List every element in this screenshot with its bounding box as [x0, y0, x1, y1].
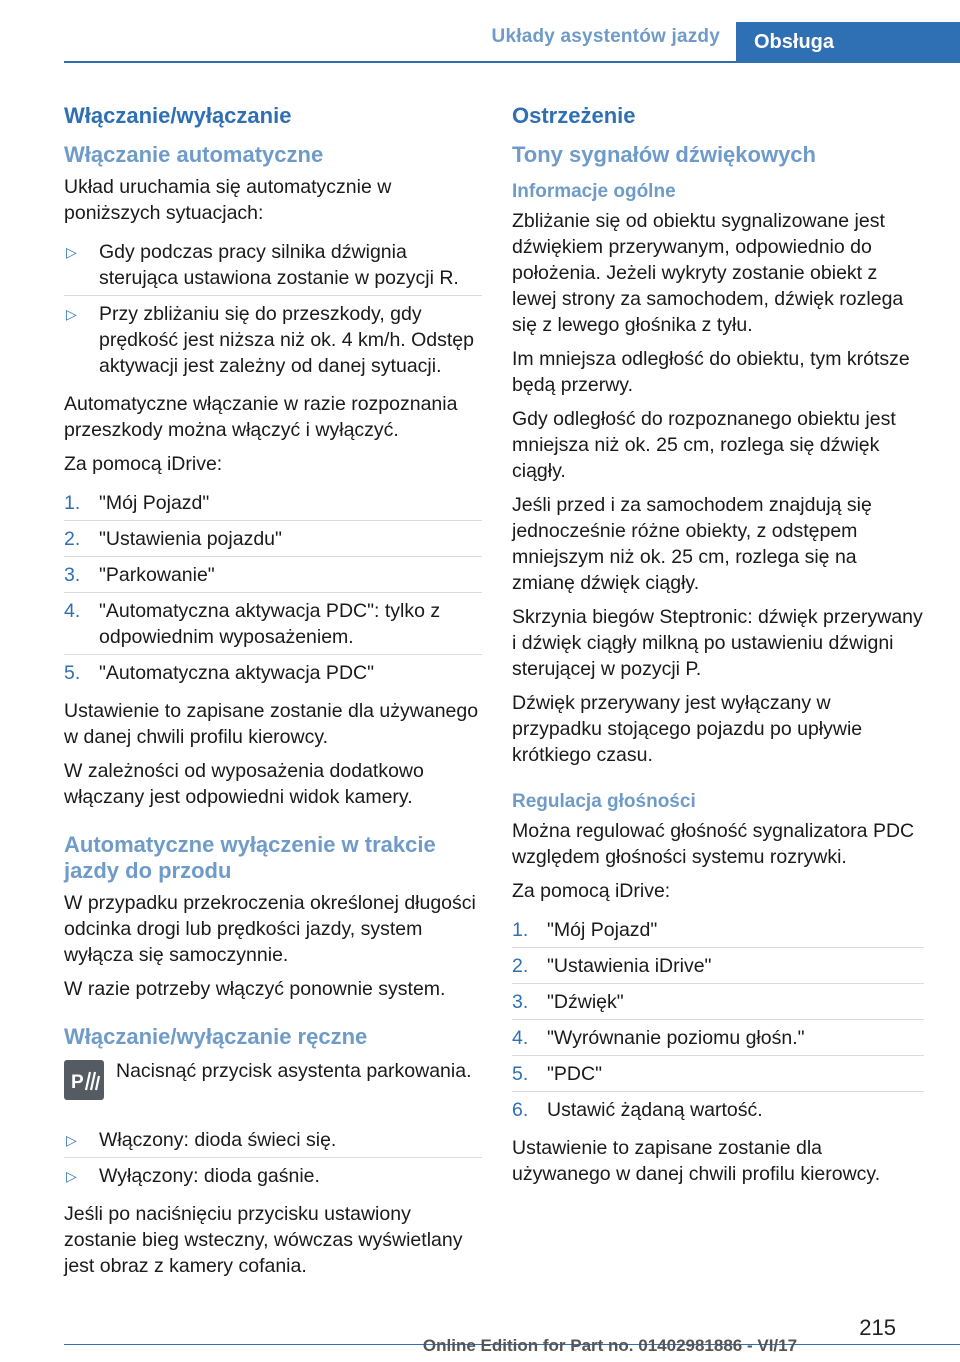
parking-assistant-button-icon: [64, 1060, 104, 1100]
list-item: ▷ Włączony: dioda świeci się.: [66, 1129, 337, 1151]
paragraph: Ustawienie to zapisane zostanie dla używanego w danej chwili profilu kierowcy.: [64, 700, 479, 748]
paragraph: Zbliżanie się od obiektu sygnalizowane jest dźwiękiem przerywanym, odpowiednio do położenia. Jeżeli wykryty zostanie obiekt z lewej strony za samochodem, dźwięk rozlega się z lewego głośnika z tyłu.: [512, 210, 904, 336]
button-instruction: [64, 1058, 482, 1110]
list-item: ▷ Gdy podczas pracy silnika dźwignia sterująca ustawiona zostanie w pozycji R.: [66, 241, 459, 289]
heading-auto-on: Włączanie automatyczne: [64, 142, 324, 167]
list-item: ▷ Wyłączony: dioda gaśnie.: [64, 1157, 482, 1193]
running-header-section: Układy asystentów jazdy: [491, 26, 720, 47]
list-item: 6. Ustawić żądaną wartość.: [512, 1091, 924, 1127]
triangle-right-icon: ▷: [66, 1132, 77, 1148]
paragraph: Skrzynia biegów Steptronic: dźwięk przerywany i dźwięk ciągły milkną po ustawieniu dźwigni sterującej w pozycji P.: [512, 606, 923, 680]
paragraph: Za pomocą iDrive:: [64, 453, 223, 475]
steps-list-auto-on: [64, 485, 482, 690]
heading-general-info: Informacje ogólne: [512, 181, 676, 202]
triangle-right-icon: ▷: [66, 244, 77, 260]
list-item: 4. "Wyrównanie poziomu głośn.": [512, 1019, 924, 1055]
triangle-right-icon: ▷: [66, 306, 77, 322]
page-number: 215: [859, 1315, 896, 1340]
heading-volume: Regulacja głośności: [512, 791, 696, 812]
triangle-right-icon: ▷: [66, 1168, 77, 1184]
heading-auto-off: Automatyczne wyłączenie w trakcie jazdy do przodu: [64, 832, 436, 883]
heading-manual: Włączanie/wyłączanie ręczne: [64, 1024, 368, 1049]
list-item: 5. "Automatyczna aktywacja PDC": [64, 654, 482, 690]
list-item: ▷ Przy zbliżaniu się do przeszkody, gdy prędkość jest niższa niż ok. 4 km/h. Odstęp aktywacji jest zależny od danej sytuacji.: [64, 295, 482, 383]
steps-list-volume: [512, 912, 924, 1127]
paragraph: Automatyczne włączanie w razie rozpoznania przeszkody można włączyć i wyłączyć.: [64, 393, 458, 441]
list-item: 3. "Parkowanie": [64, 556, 482, 592]
paragraph: W przypadku przekroczenia określonej długości odcinka drogi lub prędkości jazdy, system wyłącza się samoczynnie.: [64, 892, 476, 966]
paragraph: Ustawienie to zapisane zostanie dla używanego w danej chwili profilu kierowcy.: [512, 1137, 881, 1185]
paragraph: Jeśli po naciśnięciu przycisku ustawiony zostanie bieg wsteczny, wówczas wyświetlany jest obraz z kamery cofania.: [64, 1203, 463, 1277]
list-item: 1. "Mój Pojazd": [64, 492, 210, 514]
list-item: 1. "Mój Pojazd": [512, 919, 658, 941]
paragraph: Jeśli przed i za samochodem znajdują się jednocześnie różne obiekty, z odstępem mniejszym niż ok. 25 cm, rozlega się na zmianę dźwięk ciągły.: [512, 494, 872, 594]
list-item: 5. "PDC": [512, 1055, 924, 1091]
right-column: [512, 98, 924, 1195]
list-item: 2. "Ustawienia iDrive": [512, 947, 924, 983]
paragraph: Dźwięk przerywany jest wyłączany w przypadku stojącego pojazdu po upływie krótkiego czasu.: [512, 692, 863, 766]
edition-footer: Online Edition for Part no. 01402981886 - VI/17: [422, 1336, 798, 1355]
paragraph: Można regulować głośność sygnalizatora PDC względem głośności systemu rozrywki.: [512, 820, 915, 868]
left-column: [64, 98, 482, 1287]
paragraph: W zależności od wyposażenia dodatkowo włączany jest odpowiedni widok kamery.: [64, 760, 424, 808]
bullet-list-auto-on: [64, 234, 482, 383]
list-item: 3. "Dźwięk": [512, 983, 924, 1019]
section-title-warning: Ostrzeżenie: [512, 103, 636, 128]
paragraph: Im mniejsza odległość do obiektu, tym krótsze będą przerwy.: [512, 348, 910, 396]
section-title-on-off: Włączanie/wyłączanie: [64, 103, 292, 128]
paragraph: Za pomocą iDrive:: [512, 880, 671, 902]
paragraph: Gdy odległość do rozpoznanego obiektu jest mniejsza niż ok. 25 cm, rozlega się dźwięk ciągły.: [512, 408, 896, 482]
svg-text:P: P: [71, 1072, 84, 1093]
list-item: 4. "Automatyczna aktywacja PDC": tylko z odpowiednim wyposażeniem.: [64, 592, 482, 654]
running-header-chapter-tab: Obsługa: [736, 22, 960, 63]
heading-tones: Tony sygnałów dźwiękowych: [512, 142, 816, 167]
header-rule: [64, 61, 960, 63]
paragraph: W razie potrzeby włączyć ponownie system.: [64, 978, 446, 1000]
paragraph: Nacisnąć przycisk asystenta parkowania.: [116, 1060, 472, 1082]
list-item: 2. "Ustawienia pojazdu": [64, 520, 482, 556]
paragraph: Układ uruchamia się automatycznie w poniższych sytuacjach:: [64, 176, 392, 224]
bullet-list-manual: [64, 1122, 482, 1193]
